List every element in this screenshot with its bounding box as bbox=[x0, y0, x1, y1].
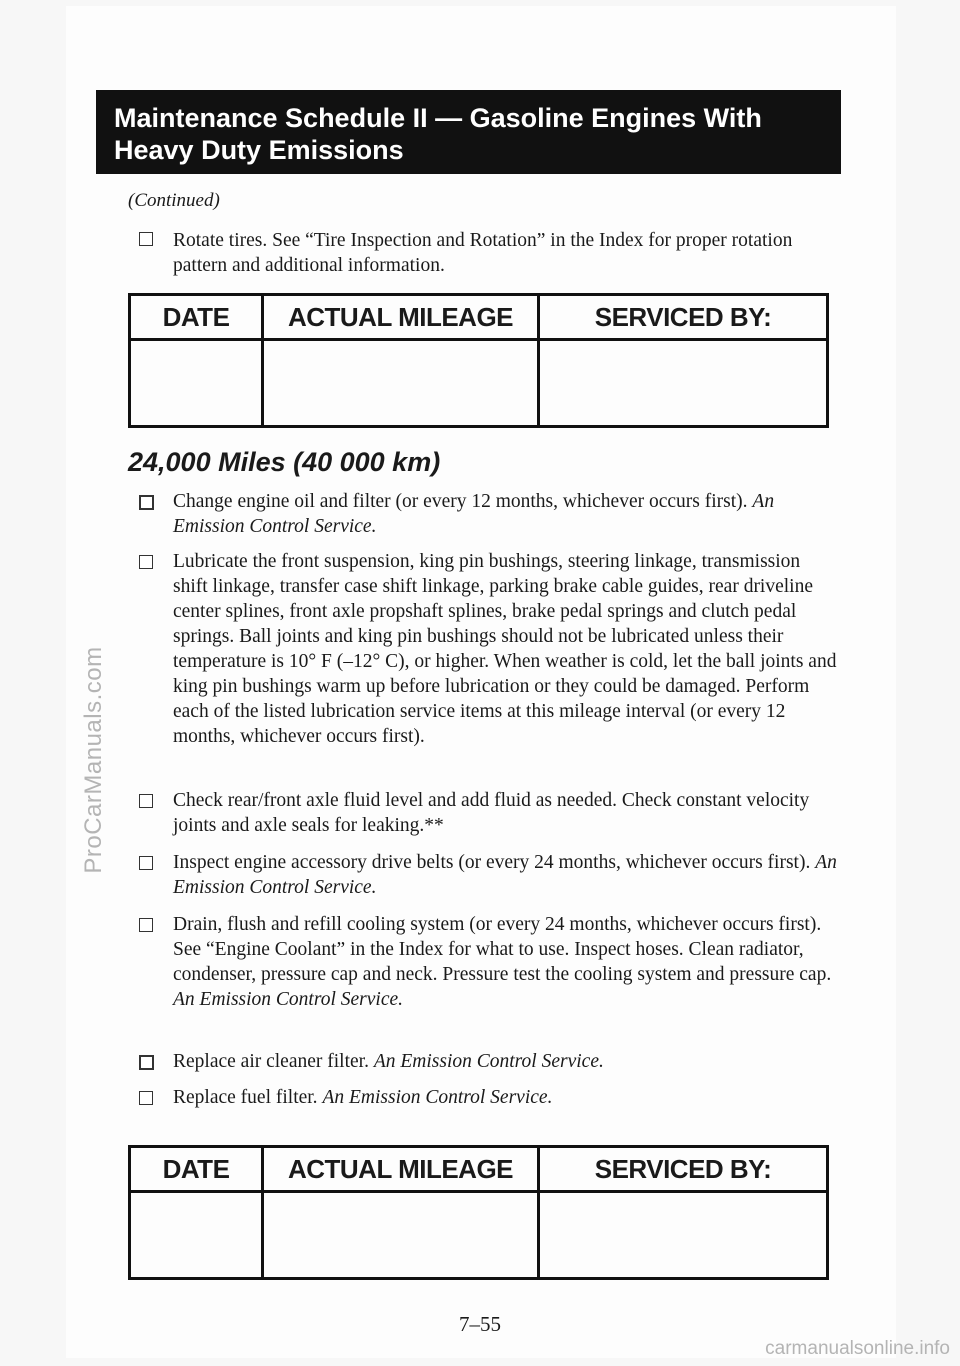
continued-label: (Continued) bbox=[128, 190, 220, 211]
watermark: ProCarManuals.com bbox=[80, 646, 107, 874]
service-record-table bbox=[128, 293, 829, 428]
section-heading: 24,000 Miles (40 000 km) bbox=[128, 447, 441, 477]
item-text: Drain, flush and refill cooling system (or every 24 months, whichever occurs first). See “Engine Coolant” in the Index for what to use. Inspect hoses. Clean radiator, condenser, pressure cap and neck. Pressure test the cooling system and pressure cap. bbox=[173, 914, 832, 985]
checkbox-icon bbox=[139, 555, 153, 569]
serviced-by-cell[interactable] bbox=[539, 340, 828, 427]
serviced-by-header: SERVICED BY: bbox=[539, 1147, 828, 1192]
item-text: Replace fuel filter. bbox=[173, 1087, 318, 1108]
maintenance-item bbox=[173, 912, 838, 1012]
checkbox-icon bbox=[139, 794, 153, 808]
date-cell[interactable] bbox=[130, 1192, 263, 1279]
item-text: Lubricate the front suspension, king pin bushings, steering linkage, transmission shift linkage, transfer case shift linkage, parking brake cable guides, rear driveline center splines, front axle propshaft splines, brake pedal springs and clutch pedal springs. Ball joints and king pin bushings should not be lubricated unless their temperature is 10° F (–12° C), or higher. When weather is cold, let the ball joints and king pin bushings warm up before lubrication or they could be damaged. Perform each of the listed lubrication service items at this mileage interval (or every 12 months, whichever occurs first). bbox=[173, 551, 837, 747]
page-title-banner bbox=[96, 90, 841, 174]
checkbox-icon bbox=[139, 1055, 154, 1070]
maintenance-item bbox=[173, 788, 838, 838]
date-header: DATE bbox=[130, 295, 263, 340]
actual-mileage-header: ACTUAL MILEAGE bbox=[263, 1147, 539, 1192]
checkbox-icon bbox=[139, 1091, 153, 1105]
emission-service-note: An Emission Control Service. bbox=[173, 491, 775, 537]
maintenance-item bbox=[173, 549, 838, 749]
checkbox-icon bbox=[139, 918, 153, 932]
checkbox-icon bbox=[139, 856, 153, 870]
date-cell[interactable] bbox=[130, 340, 263, 427]
checkbox-icon bbox=[139, 495, 154, 510]
emission-service-note: An Emission Control Service. bbox=[373, 1051, 604, 1072]
actual-mileage-cell[interactable] bbox=[263, 340, 539, 427]
page-number: 7–55 bbox=[459, 1312, 501, 1336]
item-text: Check rear/front axle fluid level and add fluid as needed. Check constant velocity joints and axle seals for leaking.** bbox=[173, 790, 810, 836]
page-title-line-2: Heavy Duty Emissions bbox=[114, 135, 404, 165]
maintenance-item bbox=[173, 228, 838, 278]
serviced-by-cell[interactable] bbox=[539, 1192, 828, 1279]
serviced-by-header: SERVICED BY: bbox=[539, 295, 828, 340]
actual-mileage-cell[interactable] bbox=[263, 1192, 539, 1279]
item-text: Change engine oil and filter (or every 12 months, whichever occurs first). bbox=[173, 491, 748, 512]
emission-service-note: An Emission Control Service. bbox=[322, 1087, 553, 1108]
item-text: Replace air cleaner filter. bbox=[173, 1051, 369, 1072]
emission-service-note: An Emission Control Service. bbox=[173, 989, 404, 1010]
maintenance-item bbox=[173, 850, 838, 900]
footer-site-link[interactable]: carmanualsonline.info bbox=[765, 1338, 950, 1359]
maintenance-item bbox=[173, 1049, 838, 1074]
item-text: Inspect engine accessory drive belts (or every 24 months, whichever occurs first). bbox=[173, 852, 811, 873]
date-header: DATE bbox=[130, 1147, 263, 1192]
item-text: Rotate tires. See “Tire Inspection and Rotation” in the Index for proper rotation pattern and additional information. bbox=[173, 230, 793, 276]
checkbox-icon bbox=[139, 232, 153, 246]
maintenance-item bbox=[173, 489, 838, 539]
maintenance-item bbox=[173, 1085, 838, 1110]
actual-mileage-header: ACTUAL MILEAGE bbox=[263, 295, 539, 340]
service-record-table bbox=[128, 1145, 829, 1280]
page-title-line-1: Maintenance Schedule II — Gasoline Engines With bbox=[114, 103, 762, 133]
emission-service-note: An Emission Control Service. bbox=[173, 852, 837, 898]
